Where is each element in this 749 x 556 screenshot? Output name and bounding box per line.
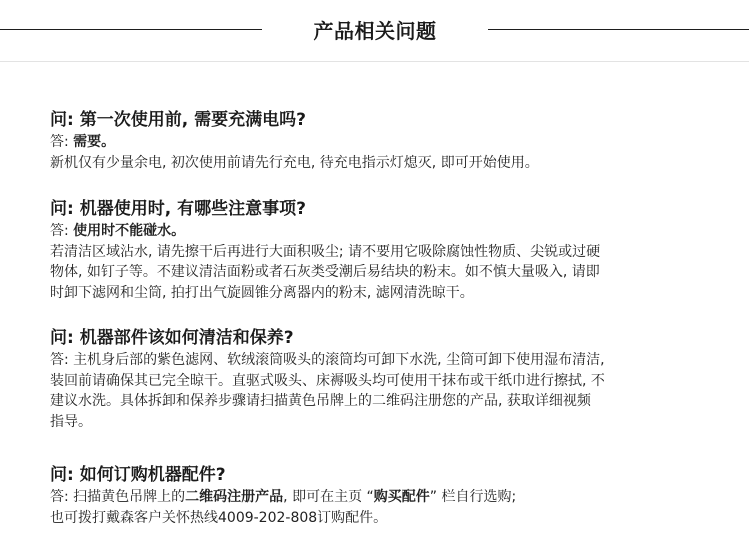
faq-item-precautions [50,197,710,303]
faq-answer [50,350,710,432]
answer-text: ” 栏自行选购; [429,489,517,505]
faq-answer-line: 答: 主机身后部的紫色滤网、软绒滚筒吸头的滚筒均可卸下水洗, 尘筒可卸下使用湿布清洁, [50,352,605,368]
qr-register-highlight: 二维码注册产品 [185,489,284,505]
faq-question: 问: 第一次使用前, 需要充满电吗? [50,110,306,130]
faq-item-accessories [50,463,710,528]
answer-text: , 即可在主页 “ [283,489,374,505]
faq-answer-line: 时卸下滤网和尘筒, 拍打出气旋圆锥分离器内的粉末, 滤网清洗晾干。 [50,284,474,301]
answer-highlight: 使用时不能碰水。 [73,223,186,239]
answer-text: 答: 扫描黄色吊牌上的 [50,489,186,505]
faq-answer-line [50,132,710,153]
faq-question: 问: 如何订购机器配件? [50,465,226,485]
faq-answer [50,221,710,303]
buy-accessories-highlight: 购买配件 [373,489,430,505]
faq-question: 问: 机器使用时, 有哪些注意事项? [50,199,306,219]
faq-item-charging [50,108,710,173]
answer-highlight: 需要。 [73,134,116,150]
faq-item-maintenance [50,326,710,432]
faq-answer-line: 也可拨打戴森客户关怀热线4009-202-808订购配件。 [50,509,388,526]
faq-answer-line [50,221,710,242]
answer-label: 答: [50,223,69,239]
page-title: 产品相关问题 [313,19,437,43]
faq-answer-line: 装回前请确保其已完全晾干。直驱式吸头、床褥吸头均可使用干抹布或干纸巾进行擦拭, 不 [50,372,605,389]
header-rule-right [488,29,749,30]
answer-label: 答: [50,134,69,150]
faq-answer [50,132,710,173]
section-header [0,0,749,62]
faq-question: 问: 机器部件该如何清洁和保养? [50,328,294,348]
faq-answer-line: 指导。 [50,413,92,430]
header-divider [0,61,749,62]
header-rule-left [0,29,262,30]
faq-answer-line: 新机仅有少量余电, 初次使用前请先行充电, 待充电指示灯熄灭, 即可开始使用。 [50,154,539,171]
faq-answer-line [50,487,710,508]
faq-answer-line: 若清洁区域沾水, 请先擦干后再进行大面积吸尘; 请不要用它吸除腐蚀性物质、尖锐或过硬 [50,243,601,260]
faq-answer-line: 物体, 如钉子等。不建议清洁面粉或者石灰类受潮后易结块的粉末。如不慎大量吸入, 请即 [50,264,600,280]
faq-answer [50,487,710,528]
faq-answer-line: 建议水洗。具体拆卸和保养步骤请扫描黄色吊牌上的二维码注册您的产品, 获取详细视频 [50,393,591,409]
